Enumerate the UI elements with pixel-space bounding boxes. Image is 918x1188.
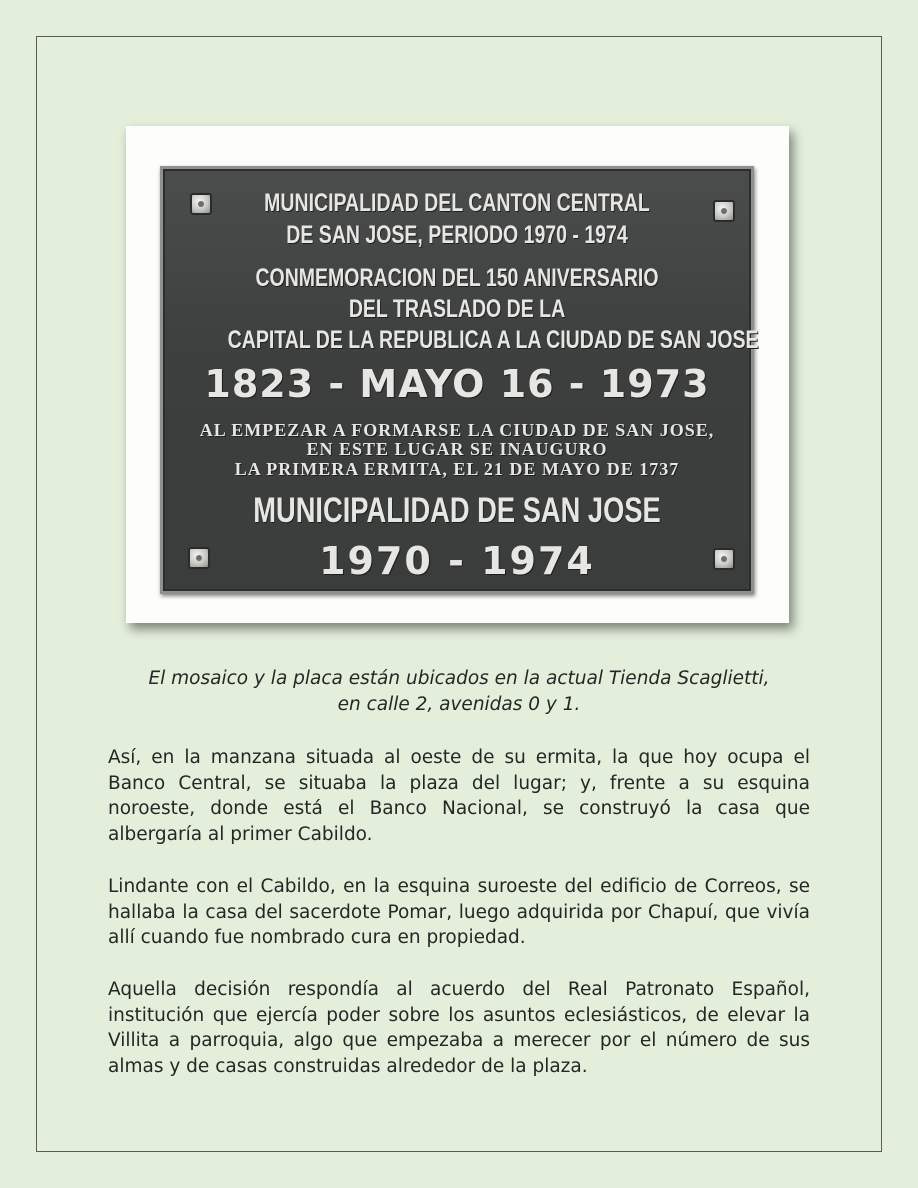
caption-line-2: en calle 2, avenidas 0 y 1. — [337, 693, 581, 715]
commemorative-plaque — [160, 166, 759, 594]
plaque-line-5: CAPITAL DE LA REPUBLICA A LA CIUDAD DE SAN JOSE — [227, 326, 759, 354]
plaque-line-9: LA PRIMERA ERMITA, EL 21 DE MAYO DE 1737 — [234, 459, 680, 479]
plaque-line-2: DE SAN JOSE, PERIODO 1970 - 1974 — [286, 221, 628, 249]
plaque-date-line: 1823 - MAYO 16 - 1973 — [204, 362, 710, 406]
paragraph-3: Aquella decisión respondía al acuerdo del Real Patronato Español, institución que ejercía poder sobre los asuntos eclesiásticos, de elevar la Villita a parroquia, algo que empezaba a merecer por el número de sus almas y de casas construidas alrededor de la plaza. — [108, 979, 810, 1077]
photo-caption — [108, 666, 810, 717]
plaque-line-7: AL EMPEZAR A FORMARSE LA CIUDAD DE SAN JOSE, — [199, 420, 715, 440]
screw-top-left-icon — [190, 193, 212, 215]
screw-top-right-icon — [713, 200, 735, 222]
paragraph-2: Lindante con el Cabildo, en la esquina suroeste del edificio de Correos, se hallaba la casa del sacerdote Pomar, luego adquirida por Chapuí, que vivía allí cuando fue nombrado cura en propiedad. — [108, 876, 810, 948]
paragraph-1: Así, en la manzana situada al oeste de su ermita, la que hoy ocupa el Banco Central, se situaba la plaza del lugar; y, frente a su esquina noroeste, donde está el Banco Nacional, se construyó la casa que albergaría al primer Cabildo. — [108, 747, 810, 845]
plaque-line-1: MUNICIPALIDAD DEL CANTON CENTRAL — [264, 189, 650, 217]
plaque-years-line: 1970 - 1974 — [319, 539, 595, 583]
plaque-line-3: CONMEMORACION DEL 150 ANIVERSARIO — [255, 264, 659, 292]
plaque-line-10: MUNICIPALIDAD DE SAN JOSE — [253, 491, 661, 530]
plaque-line-8: EN ESTE LUGAR SE INAUGURO — [306, 439, 608, 459]
plaque-line-4: DEL TRASLADO DE LA — [348, 295, 566, 323]
caption-line-1: El mosaico y la placa están ubicados en la actual Tienda Scaglietti, — [148, 668, 770, 689]
